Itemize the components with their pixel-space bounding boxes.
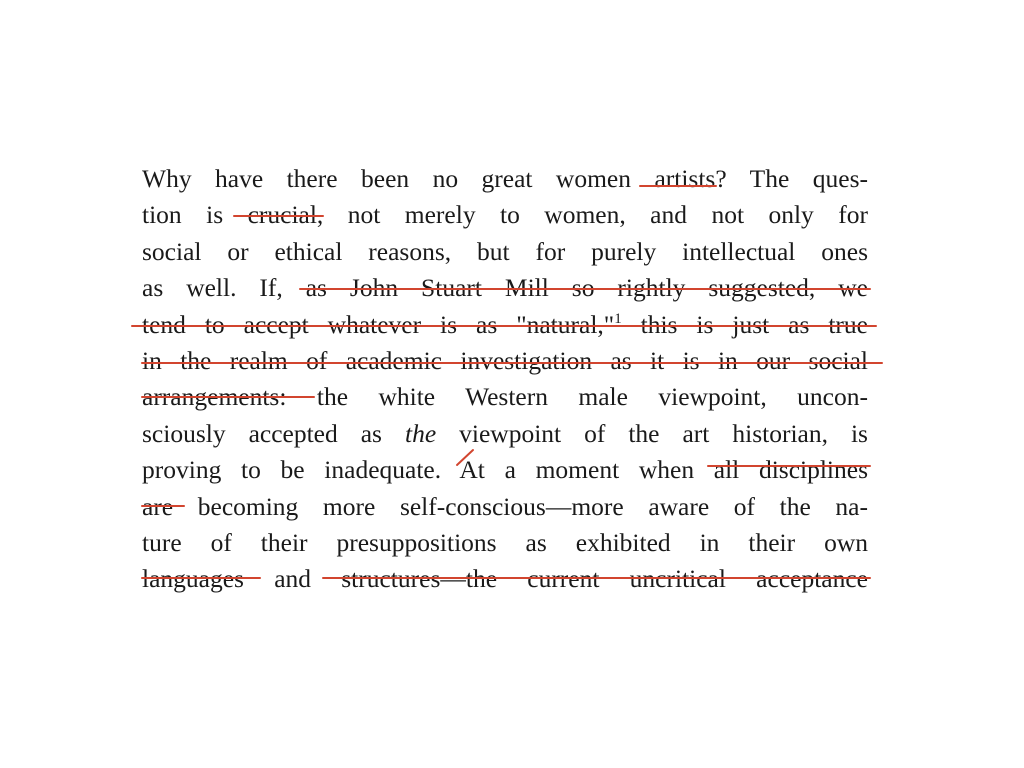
struck-word-crucial: crucial, (247, 200, 324, 230)
struck-phrase-structures: structures—the current uncritical acceptance (341, 564, 868, 594)
struck-word-artists: artists (654, 164, 716, 193)
text-segment: proving to be inadequate. (142, 455, 442, 485)
struck-word-languages: languages (142, 564, 244, 594)
text-line-6 (142, 343, 868, 379)
italic-word-the: the (404, 418, 437, 448)
text-line-9 (142, 452, 868, 488)
text-segment: At a moment when (441, 455, 714, 485)
text-segment: social or ethical reasons, but for purely intellectual ones (142, 236, 868, 266)
struck-word-are: are (142, 491, 174, 521)
text-segment: viewpoint of the art historian, is (436, 418, 868, 448)
text-line-4 (142, 270, 868, 306)
text-line-2 (142, 197, 868, 233)
text-segment: tion is (142, 200, 248, 230)
text-line-8 (142, 416, 868, 452)
struck-phrase-true: this is just as true (621, 309, 868, 339)
struck-phrase-realm: in the realm of academic investigation as it is in our social (142, 345, 868, 375)
text-line-11 (142, 525, 868, 561)
text-segment: ture of their presuppositions as exhibited in their own (142, 527, 868, 557)
text-line-3 (142, 234, 868, 270)
footnote-marker[interactable]: 1 (614, 310, 622, 327)
text-line-7 (142, 379, 868, 415)
struck-phrase-disciplines: all disciplines (713, 455, 869, 485)
struck-word-arrangements: arrangements: (142, 382, 287, 412)
text-segment: the white Western male viewpoint, uncon- (286, 382, 868, 412)
text-line-5 (142, 307, 868, 343)
struck-phrase-natural: tend to accept whatever is as "natural," (142, 309, 615, 339)
text-segment: and (243, 564, 342, 594)
text-segment: ? The ques- (715, 164, 868, 193)
text-segment: not merely to women, and not only for (323, 200, 868, 230)
text-line-12 (142, 561, 868, 597)
text-segment: becoming more self-conscious—more aware of the na- (173, 491, 868, 521)
text-line-1 (142, 161, 868, 197)
struck-phrase-mill: as John Stuart Mill so rightly suggested, we (305, 273, 868, 303)
text-segment: sciously accepted as (142, 418, 405, 448)
essay-paragraph (142, 161, 868, 598)
text-line-10 (142, 489, 868, 525)
text-segment: Why have there been no great women (142, 164, 655, 193)
text-segment: as well. If, (142, 273, 306, 303)
